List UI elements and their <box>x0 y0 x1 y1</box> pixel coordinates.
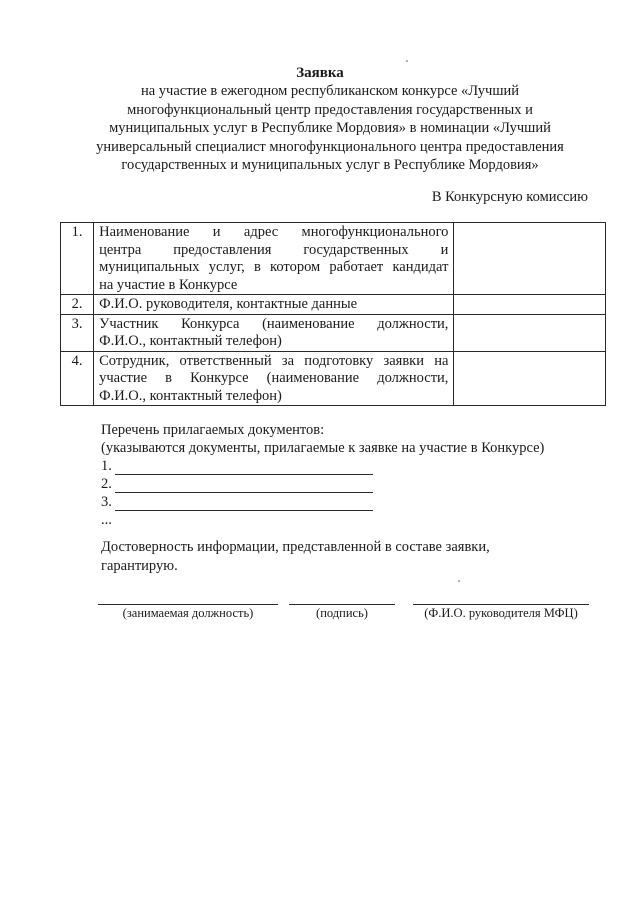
addressee: В Конкурсную комиссию <box>431 189 588 205</box>
documents-ellipsis: ... <box>101 512 112 528</box>
document-item <box>101 475 601 493</box>
position-caption: (занимаемая должность) <box>122 606 254 620</box>
row-value-cell[interactable] <box>454 351 606 406</box>
row-label <box>94 295 454 315</box>
subtitle-line: государственных и муниципальных услуг в Республике Мордовия» <box>121 157 539 173</box>
row-label-line: Сотрудник, ответственный за подготовку заявки на <box>99 352 449 369</box>
application-form-table <box>60 222 606 406</box>
row-value-cell[interactable] <box>454 223 606 295</box>
row-label-line: центра предоставления государственных и <box>99 241 449 258</box>
document-item-number: 1. <box>101 458 112 474</box>
row-value-cell[interactable] <box>454 314 606 351</box>
guarantee-statement <box>101 538 581 576</box>
scan-speck <box>406 60 408 62</box>
subtitle-line: многофункциональный центр предоставления государственных и <box>127 101 533 118</box>
documents-heading: Перечень прилагаемых документов: <box>101 422 325 438</box>
row-label-line: Участник Конкурса (наименование должности, <box>99 315 449 332</box>
row-label-line: Наименование и адрес многофункционального <box>99 224 449 240</box>
table-row <box>61 223 606 295</box>
row-label-line: на участие в Конкурсе <box>99 276 238 293</box>
row-label <box>94 223 454 295</box>
row-number: 3. <box>61 314 94 351</box>
row-value-cell[interactable] <box>454 295 606 315</box>
row-label <box>94 314 454 351</box>
row-label-line: участие в Конкурсе (наименование должности, <box>99 370 449 386</box>
position-signature-line[interactable] <box>98 604 278 605</box>
signature-caption: (подпись) <box>316 606 368 620</box>
document-item <box>101 493 601 511</box>
row-label-line: муниципальных услуг, в котором работает кандидат <box>99 259 449 275</box>
row-number: 4. <box>61 351 94 406</box>
guarantee-line: гарантирую. <box>101 558 178 574</box>
subtitle-line: на участие в ежегодном республиканском конкурсе «Лучший <box>140 83 520 99</box>
subtitle-line: муниципальных услуг в Республике Мордовия» в номинации «Лучший <box>109 120 551 136</box>
table-row <box>61 351 606 406</box>
guarantee-line: Достоверность информации, представленной в составе заявки, <box>101 539 490 555</box>
row-label-line: Ф.И.О., контактный телефон) <box>99 387 282 404</box>
row-label-line: Ф.И.О. руководителя, контактные данные <box>99 296 358 312</box>
subtitle-line: универсальный специалист многофункционального центра предоставления <box>96 138 564 155</box>
row-label <box>94 351 454 406</box>
document-blank-line[interactable] <box>115 497 373 511</box>
documents-note: (указываются документы, прилагаемые к заявке на участие в Конкурсе) <box>101 440 545 456</box>
row-number: 2. <box>61 295 94 315</box>
document-blank-line[interactable] <box>115 461 373 475</box>
document-item <box>101 457 601 475</box>
document-title: Заявка <box>296 65 344 81</box>
document-subtitle <box>70 82 590 175</box>
row-number: 1. <box>61 223 94 295</box>
attached-documents-section <box>101 421 601 529</box>
name-caption: (Ф.И.О. руководителя МФЦ) <box>424 606 578 620</box>
table-row <box>61 314 606 351</box>
scan-speck <box>458 580 460 582</box>
signature-line[interactable] <box>289 604 395 605</box>
document-item-number: 3. <box>101 494 112 510</box>
document-item-number: 2. <box>101 476 112 492</box>
name-signature-line[interactable] <box>413 604 589 605</box>
document-blank-line[interactable] <box>115 479 373 493</box>
table-row <box>61 295 606 315</box>
row-label-line: Ф.И.О., контактный телефон) <box>99 333 282 349</box>
